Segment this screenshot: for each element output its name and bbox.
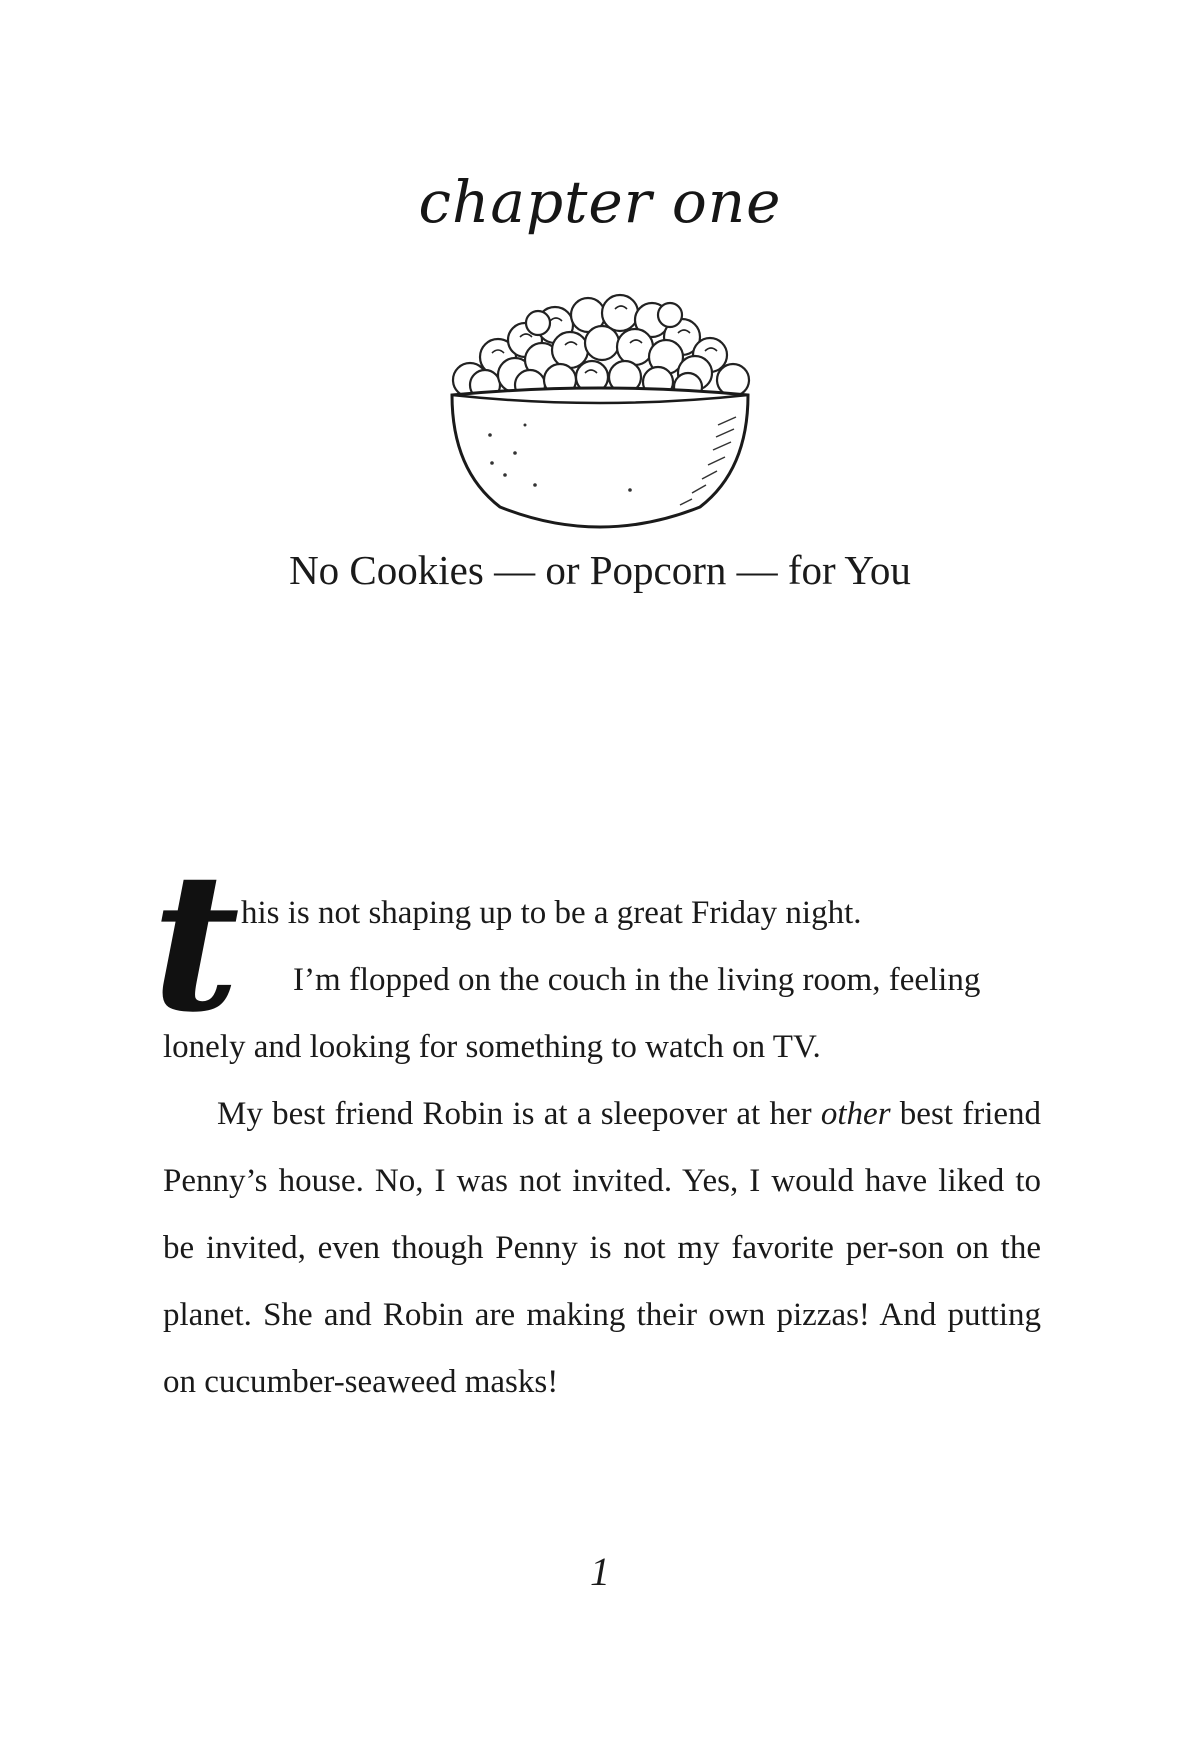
body-line-2: I’m flopped on the couch in the living room, feeling [293, 962, 981, 998]
paragraph-2-end: best friend Penny’s house. No, I was not invited. Yes, I would have liked to be invited, even though Penny is not my favorite per-son on the planet. She and Robin are making their own pizzas! And putting on cucumber-seaweed masks! [163, 1096, 1042, 1400]
popcorn-bowl-icon [430, 285, 770, 550]
body-line-1: his is not shaping up to be a great Friday night. [241, 895, 862, 931]
chapter-label: chapter one [418, 168, 782, 236]
drop-cap: t [152, 831, 240, 1054]
body-text [163, 880, 1041, 1416]
body-paragraph-2 [163, 1081, 1041, 1416]
paragraph-2-emphasis: other [820, 1096, 891, 1132]
page-number: 1 [590, 1549, 610, 1594]
paragraph-2-start: My best friend Robin is at a sleepover at her [217, 1096, 821, 1132]
chapter-title: No Cookies — or Popcorn — for You [289, 547, 911, 593]
body-line-3: lonely and looking for something to watch on TV. [163, 1029, 821, 1065]
